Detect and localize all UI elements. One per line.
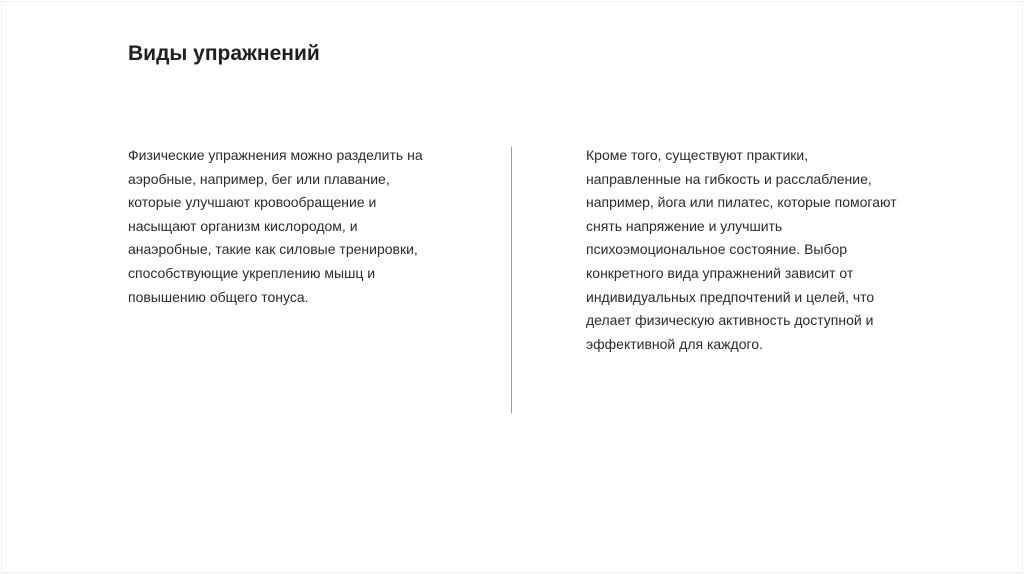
column-divider xyxy=(511,147,512,413)
right-column-text: Кроме того, существуют практики, направленные на гибкость и расслабление, например, йога или пилатес, которые помогают снять напряжение и улучшить психоэмоциональное состояние. Выбор конкретного вида упражнений зависит от индивидуальных предпочтений и целей, что делает физическую активность доступной и эффективной для каждого. xyxy=(586,147,897,352)
slide-title: Виды упражнений xyxy=(128,42,320,65)
left-column-text: Физические упражнения можно разделить на аэробные, например, бег или плавание, которые улучшают кровообращение и насыщают организм кислородом, и анаэробные, такие как силовые тренировки, способствующие укреплению мышц и повышению общего тонуса. xyxy=(128,147,423,305)
